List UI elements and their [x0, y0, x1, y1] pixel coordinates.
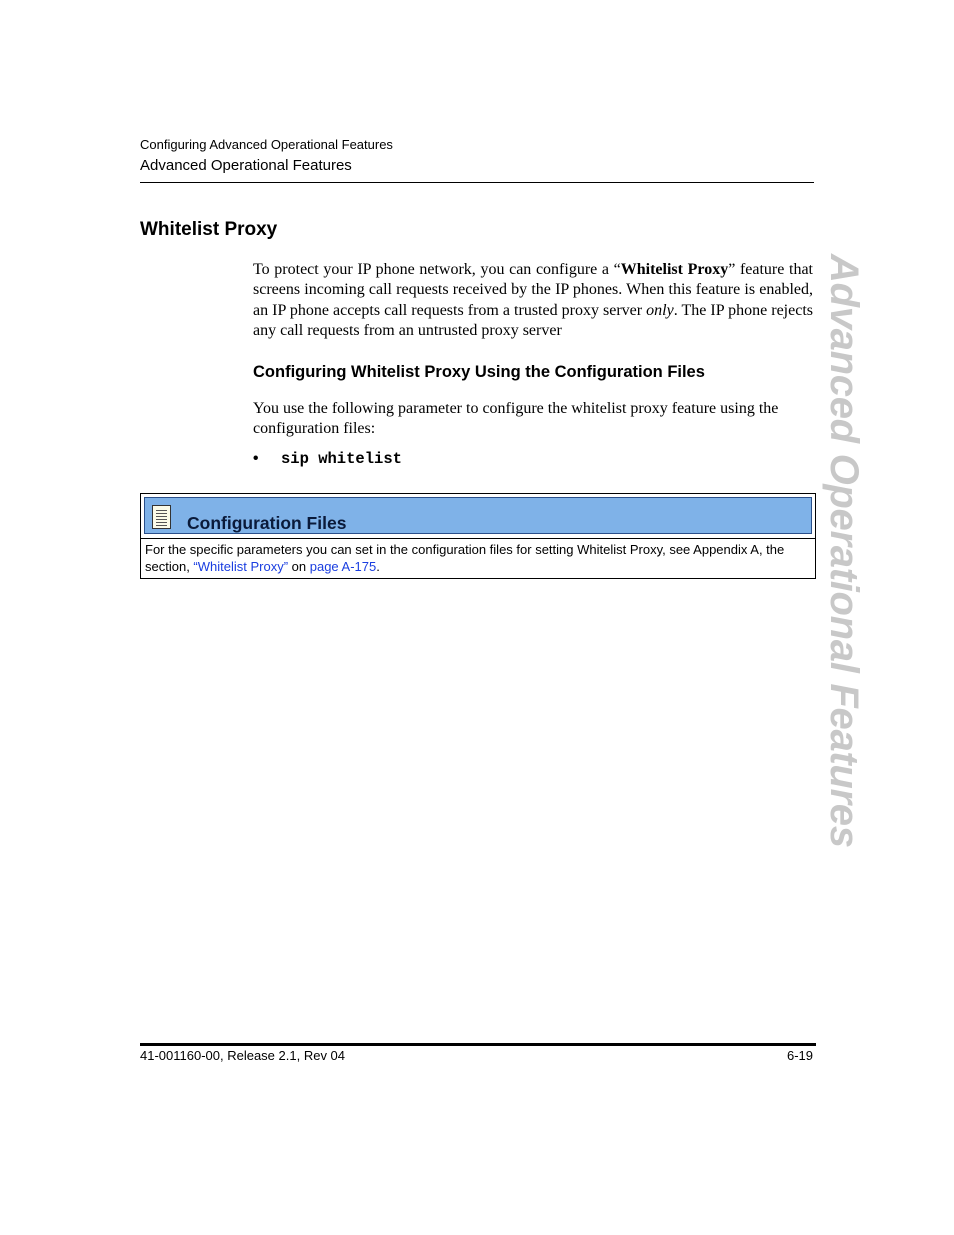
parameter-intro: You use the following parameter to configure the whitelist proxy feature using the configuration files:	[253, 400, 779, 438]
footer-doc-id: 41-001160-00, Release 2.1, Rev 04	[140, 1048, 346, 1063]
intro-paragraph	[253, 260, 813, 341]
intro-text-2: ” feature that screens incoming call requests received by the IP phones. When this feature is enabled, an IP phone accepts call requests from a trusted proxy server	[253, 261, 813, 319]
bullet-icon: •	[253, 450, 259, 467]
intro-text-3: . The IP phone rejects any call requests from an untrusted proxy server	[253, 301, 813, 339]
configuration-files-header	[144, 497, 812, 534]
document-icon	[152, 505, 171, 529]
intro-bold-term: Whitelist Proxy	[620, 261, 729, 278]
configuration-files-box	[140, 493, 816, 579]
parameter-name: sip whitelist	[281, 450, 402, 468]
subheading: Configuring Whitelist Proxy Using the Configuration Files	[253, 363, 705, 381]
configuration-files-title: Configuration Files	[187, 513, 347, 533]
section-title: Whitelist Proxy	[140, 219, 278, 240]
box-divider	[141, 538, 815, 539]
header-rule	[140, 182, 814, 183]
intro-text-1: To protect your IP phone network, you can configure a “	[253, 261, 621, 278]
configuration-files-text	[145, 541, 811, 575]
parameter-bullet	[253, 450, 402, 468]
whitelist-proxy-link[interactable]: “Whitelist Proxy”	[193, 559, 289, 574]
footer-page-number: 6-19	[786, 1048, 813, 1063]
box-text-3: .	[376, 559, 380, 574]
running-header-section: Advanced Operational Features	[140, 157, 352, 174]
intro-italic-term: only	[646, 301, 674, 319]
running-header-chapter: Configuring Advanced Operational Features	[140, 137, 393, 152]
footer-rule	[140, 1043, 816, 1046]
box-text-2: on	[288, 559, 310, 574]
box-text-1: For the specific parameters you can set in the configuration files for setting Whitelist Proxy, see Appendix A, the section,	[145, 542, 785, 574]
page-reference-link[interactable]: page A-175	[309, 559, 377, 574]
side-tab-label: Advanced Operational Features	[822, 254, 866, 848]
chapter-side-tab	[822, 254, 866, 848]
